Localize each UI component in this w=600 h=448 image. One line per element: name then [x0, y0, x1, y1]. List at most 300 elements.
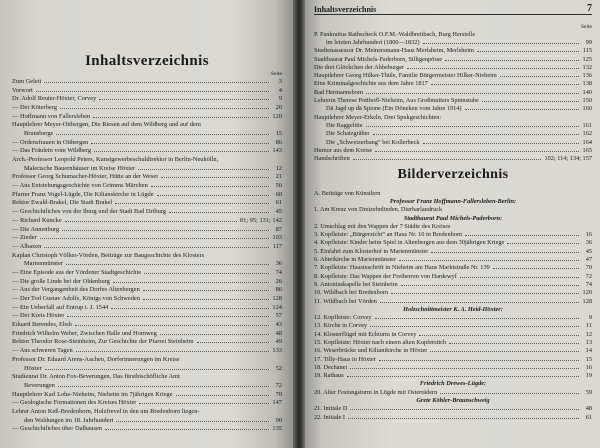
page-number: 120 [272, 112, 282, 120]
dot-leader [419, 335, 579, 336]
toc-line [12, 242, 282, 251]
toc-entry [12, 138, 282, 147]
artist-heading: Holzschnittmeister K. A. Heid-Höxter: [403, 305, 503, 313]
page-number: 21 [275, 173, 282, 181]
page-number: 3 [278, 77, 282, 85]
entry-title: — Zieder [12, 234, 37, 242]
toc-entry [12, 120, 282, 137]
page-number: 15 [585, 355, 592, 363]
page-number: 74 [585, 280, 592, 288]
entry-title: im letzten Jahrhundert (1800—1832) [326, 38, 420, 46]
dot-leader [431, 84, 579, 85]
page-number: 36 [585, 239, 592, 247]
dot-leader [58, 386, 269, 387]
entry-title: — Der Tod Gustav Adolfs, Königs von Schweden [12, 295, 140, 303]
dot-leader [157, 195, 269, 196]
dot-leader [56, 134, 269, 135]
toc-line [12, 312, 282, 321]
toc-line [12, 346, 282, 355]
dot-leader [151, 186, 269, 187]
toc-line [314, 96, 592, 104]
page-number: 16 [585, 231, 592, 239]
dot-leader [370, 326, 579, 327]
page-number: 128 [272, 295, 282, 303]
dot-leader [62, 230, 269, 231]
entry-title: Lehrerin Therese Potthoff-Nieheim, Aus Großmutters Spinnstube [314, 97, 479, 105]
entry-title: Hauptlehrer Meyer-Erkeln, Drei Spukgeschichten: [314, 113, 442, 121]
page-number: 12 [275, 164, 282, 172]
entry-title: Lehrer Anton Keß-Bredenborn, Holzfrevel in den um Bredenborn liegen- [12, 407, 200, 415]
dot-leader [373, 134, 579, 135]
illustration-item [314, 363, 592, 371]
entry-title: Eine Kriminalgeschichte aus dem Jahre 1817 [314, 80, 428, 88]
toc-entry [12, 294, 282, 303]
dot-leader [350, 409, 579, 410]
toc-entry [12, 277, 282, 286]
page-number: 138 [582, 80, 592, 88]
left-page [0, 0, 296, 448]
entry-title: Kaplan Christoph Völker-Vörden, Beiträge zur Baugeschichte des Klosters [12, 251, 205, 259]
dot-leader [93, 117, 269, 118]
page-number: 115 [582, 47, 592, 55]
page-number: 36 [275, 260, 282, 268]
toc-entry [12, 181, 282, 190]
dot-leader [407, 68, 579, 69]
illustration-list [314, 189, 592, 421]
dot-leader [197, 342, 269, 343]
toc-line [314, 130, 592, 138]
page-number: 135 [272, 425, 282, 433]
toc-line [12, 277, 282, 286]
entry-title: Die „Schweizerbang“ bei Kollerbeck [326, 138, 420, 146]
entry-title: Pfarrer Franz Vogel-Lügde, Die Kilianskirche in Lügde [12, 190, 154, 198]
illustration-item [314, 388, 592, 396]
toc-line [12, 303, 282, 312]
toc-entry [12, 390, 282, 399]
entry-title: — Hoffmann von Fallersleben [12, 112, 91, 120]
entry-title: Handschriften [314, 155, 350, 163]
page-number: 117 [272, 242, 282, 250]
page-number: 60 [275, 190, 282, 198]
illustration-item [314, 230, 592, 238]
page-number: 70 [275, 390, 282, 398]
entry-title: — Richard Kuncke [12, 216, 62, 224]
illustration-title: 10. Wildbach bei Bredenborn [314, 289, 389, 297]
page-column-label: Seite [271, 71, 282, 77]
entry-title: Die drei Glöckchen der Abbeburger [314, 63, 405, 71]
toc-line [314, 71, 592, 79]
toc-line [12, 286, 282, 295]
dot-leader [169, 212, 269, 213]
illustration-item [314, 355, 592, 363]
dot-leader [144, 273, 269, 274]
dot-leader [36, 91, 269, 92]
illustration-title: 2. Umschlag mit den Wappen der 7 Städte des Kreises [314, 222, 451, 230]
page-number: 128 [582, 297, 592, 305]
entry-title: Höxter [24, 364, 42, 372]
dot-leader [445, 60, 579, 61]
dot-leader [65, 221, 237, 222]
dot-leader [401, 285, 579, 286]
toc-entry [314, 63, 592, 71]
illustration-title: 9. Antoniuskapelle bei Steinheim [314, 280, 398, 288]
toc-line [12, 329, 282, 338]
dot-leader [99, 99, 269, 100]
illustration-title: 3. Kopfleiste: „Bürgerzicht“ an Haus Nr. 10 in Bredenborn [314, 231, 463, 239]
entry-title: Hauptlehrer Meyer-Ottbergen, Die Riesen auf dem Wildberg und auf dem [12, 121, 201, 129]
toc-line [12, 251, 282, 260]
page-number: 74 [275, 268, 282, 276]
dot-leader [482, 101, 579, 102]
toc-entry [314, 47, 592, 55]
entry-title: Arch.-Professor Leopold Peters, Kunstgewerbeschuldirektor in Berlin-Neukölln, [12, 156, 219, 164]
entry-title: Rektor Ewald-Brakel, Die Stadt Brakel [12, 199, 113, 207]
entry-title: Rektor Theodor Rose-Steinheim, Zur Geschichte der Pfarrei Steinheim [12, 338, 194, 346]
page-number: 61 [585, 413, 592, 421]
entry-title: — Geschichtliches über Dalhausen [12, 425, 102, 433]
illustration-title: 19. Rathaus [314, 372, 344, 380]
toc-entry [12, 233, 282, 242]
illustration-item [314, 264, 592, 272]
illustration-item [314, 347, 592, 355]
entry-title: Bad Hermannsborn [314, 88, 364, 96]
toc-entry [314, 80, 592, 88]
entry-title: den Waldungen im 18. Jahrhundert [24, 416, 114, 424]
dot-leader [139, 403, 269, 404]
toc-line [314, 154, 592, 162]
dot-leader [67, 316, 269, 317]
dot-leader [111, 308, 269, 309]
running-header [314, 3, 592, 15]
page-number: 11 [585, 322, 592, 330]
dot-leader [161, 177, 269, 178]
right-page [305, 0, 600, 448]
toc-entry [314, 121, 592, 129]
illustration-item [314, 239, 592, 247]
dot-leader [91, 143, 269, 144]
entry-title: Malerische Bauernhäuser im Kreise Höxter [24, 164, 136, 172]
toc-line [12, 338, 282, 347]
dot-leader [60, 108, 269, 109]
entry-title: Eduard Berendes, Ebsh [12, 321, 72, 329]
illustration-title: 14. Klosterflügel mit Eckturm in Corvey [314, 330, 417, 338]
toc-line [12, 86, 282, 95]
page-number: 150 [582, 97, 592, 105]
entry-title: — Eine Episode aus der Vördener Stadtgeschichte [12, 268, 142, 276]
dot-leader [391, 293, 579, 294]
entry-title: Die Raggelitte [326, 121, 363, 129]
entry-title: Brunsberge [24, 129, 54, 137]
toc-entry [12, 242, 282, 251]
dot-leader [105, 429, 269, 430]
dot-leader [366, 93, 579, 94]
artist-heading: Friedrich Drewes-Lügde: [419, 380, 487, 388]
illustration-title: 7. Kopfleiste: Hausinschrift in Nieheim am Haus Marktstraße Nr. 139 [314, 264, 490, 272]
entry-title: — Albaxen [12, 242, 42, 250]
illustration-item [314, 322, 592, 330]
toc-entry [12, 320, 282, 329]
dot-leader [366, 126, 579, 127]
toc-line [12, 147, 282, 156]
entry-title: — Der Köterberg [12, 103, 57, 111]
page-number: 102; 114; 134; 157 [544, 155, 592, 163]
page-number: 160 [582, 105, 592, 113]
toc-line [314, 38, 592, 46]
toc-line [314, 47, 592, 55]
illustration-item [314, 372, 592, 380]
dot-leader [399, 260, 579, 261]
artist-heading: Grete Köhler-Braunschweig [416, 397, 490, 405]
page-number: 136 [582, 72, 592, 80]
toc-entry [12, 268, 282, 277]
toc-entry [12, 425, 282, 434]
toc-entry [314, 113, 592, 121]
toc-line [314, 55, 592, 63]
page-number: 48 [585, 405, 592, 413]
page-number: 16 [585, 363, 592, 371]
entry-title: Studienassessor Dr. Meinersmann-Haus Merlsheim, Merlsheim [314, 47, 474, 55]
toc-line [314, 80, 592, 88]
section-heading: A. Beiträge von Künstlern [314, 189, 381, 197]
dot-leader [375, 151, 579, 152]
dot-leader [380, 302, 579, 303]
toc-line [12, 77, 282, 86]
entry-title: Dr. Adolf Reuter-Höxter, Corvey [12, 95, 97, 103]
page-number: 59 [585, 388, 592, 396]
page-number: 14 [585, 347, 592, 355]
toc-line [314, 146, 592, 154]
toc-entry [12, 398, 282, 407]
page-number: 133 [272, 347, 282, 355]
entry-title: — Ordensfrauen in Ottbergen [12, 138, 89, 146]
page-number: 165 [582, 146, 592, 154]
toc-line [12, 390, 282, 399]
toc-entry [12, 173, 282, 182]
dot-leader [176, 395, 269, 396]
dot-leader [66, 264, 269, 265]
illustration-item [314, 413, 592, 421]
page-number: 52 [275, 364, 282, 372]
artist-heading: Stadtbaurat Paul Michels-Paderborn: [403, 214, 503, 222]
dot-leader [143, 299, 269, 300]
page-number: 120 [582, 289, 592, 297]
illustration-title: 6. Abteikirche in Marienmünster [314, 256, 397, 264]
dot-leader [45, 369, 269, 370]
entry-title: — Geschichtliches von der Iburg und der Stadt Bad Driburg [12, 208, 166, 216]
illustration-item [314, 297, 592, 305]
illustration-item [314, 255, 592, 263]
page-number: 45 [275, 208, 282, 216]
illustration-item [314, 247, 592, 255]
illustration-title: 4. Kopfleiste: Kinder beim Spiel in Altenbergen aus dem 30jährigen Kriege [314, 239, 505, 247]
toc-entry [12, 338, 282, 347]
toc-list [12, 77, 282, 433]
toc-line [12, 129, 282, 138]
toc-line [12, 173, 282, 182]
dot-leader [507, 243, 579, 244]
entry-title: — Die große Linde bei der Oldenburg [12, 277, 110, 285]
entry-title: Zum Geleit [12, 77, 42, 85]
toc-entry [12, 355, 282, 372]
toc-entry [12, 112, 282, 121]
page-number: 140 [582, 88, 592, 96]
entry-title: — Aus schweren Tagen [12, 347, 73, 355]
page-number: 86 [275, 138, 282, 146]
dot-leader [449, 343, 579, 344]
illustration-item [314, 280, 592, 288]
illustration-title: 20. Alter Festungsturm in Lügde mit Osterrädern [314, 388, 438, 396]
page-number: 72 [275, 381, 282, 389]
dot-leader [44, 82, 269, 83]
toc-line [12, 381, 282, 390]
page-number: 43 [275, 321, 282, 329]
toc-entry [12, 407, 282, 424]
illustration-title: 22. Initiale I [314, 413, 345, 421]
dot-leader [375, 318, 579, 319]
toc-line [12, 355, 282, 364]
page-number: 50 [275, 182, 282, 190]
page-number: 70 [585, 264, 592, 272]
toc-entry [12, 155, 282, 172]
toc-line [12, 268, 282, 277]
page-number: 26 [275, 277, 282, 285]
entry-title: — Aus der Vergangenheit des Dorfes Altenbergen [12, 286, 140, 294]
illustration-item [314, 338, 592, 346]
toc-line [12, 398, 282, 407]
page-title: Inhaltsverzeichnis [85, 53, 209, 69]
toc-line [314, 121, 592, 129]
dot-leader [347, 376, 579, 377]
section-title-illustrations: Bilderverzeichnis [397, 167, 509, 182]
toc-entry [314, 71, 592, 79]
toc-line [12, 233, 282, 242]
running-header-title: Inhaltsverzeichnis [314, 5, 377, 14]
toc-entry [12, 86, 282, 95]
toc-line [12, 207, 282, 216]
entry-title: Hauptlehrer Karl Lohe-Nieheim, Nieheim im 7jährigen Kriege [12, 390, 173, 398]
dot-leader [160, 334, 269, 335]
entry-title: — Ein Ueberfall auf Entrup i. J. 1544 [12, 303, 109, 311]
toc-entry [12, 286, 282, 295]
illustration-title: 13. Kirche in Corvey [314, 322, 368, 330]
toc-line [12, 94, 282, 103]
dot-leader [76, 351, 269, 352]
entry-title: Professor Georg Schumacher-Höxter, Hütte an der Weser [12, 173, 159, 181]
toc-line [12, 181, 282, 190]
dot-leader [350, 368, 579, 369]
toc-entry [12, 346, 282, 355]
toc-entry [12, 94, 282, 103]
toc-line [12, 120, 282, 129]
page-number: 87 [275, 225, 282, 233]
dot-leader [44, 247, 269, 248]
toc-entry [314, 138, 592, 146]
toc-entry [314, 130, 592, 138]
toc-entry [12, 225, 282, 234]
illustration-title: 11. Wildbach bei Vörden [314, 297, 377, 305]
dot-leader [348, 418, 579, 419]
illustration-item [314, 330, 592, 338]
dot-leader [379, 360, 579, 361]
toc-line [12, 112, 282, 121]
illustration-title: 21. Initiale D [314, 405, 348, 413]
toc-line [12, 416, 282, 425]
page-number: 20 [275, 103, 282, 111]
toc-line [12, 294, 282, 303]
page-column-label: Seite [581, 24, 592, 30]
toc-line [314, 88, 592, 96]
page-number: 162 [582, 130, 592, 138]
toc-line [12, 138, 282, 147]
illustration-item [314, 313, 592, 321]
toc-line [12, 225, 282, 234]
toc-entry [314, 55, 592, 63]
dot-leader [493, 268, 579, 269]
toc-line [314, 30, 592, 38]
entry-title: Die Schatzgräber [326, 130, 370, 138]
page-number: 4 [278, 86, 282, 94]
dot-leader [431, 252, 579, 253]
illustration-item [314, 222, 592, 230]
page-number: 15 [275, 129, 282, 137]
toc-entry [12, 312, 282, 321]
toc-entry [314, 30, 592, 47]
illustration-item [314, 289, 592, 297]
page-number: 61 [275, 199, 282, 207]
page-number: 99 [585, 38, 592, 46]
toc-line [12, 407, 282, 416]
entry-title: Hauptlehrer Georg Hilker-Thüle, Familie Bürgermeister Hilker-Nieheim [314, 72, 497, 80]
dot-leader [115, 203, 269, 204]
toc-line [12, 164, 282, 173]
toc-line [12, 199, 282, 208]
illustration-title: 12. Kopfleiste: Corvey [314, 314, 372, 322]
page-number: 143 [272, 147, 282, 155]
dot-leader [94, 151, 269, 152]
entry-title: Friedrich Wilhelm Weber, Zwischen Halle und Hornweg [12, 329, 157, 337]
page-number: 48 [275, 329, 282, 337]
dot-leader [116, 421, 269, 422]
toc-entry [12, 303, 282, 312]
toc-entry [12, 216, 282, 225]
page-number: 47 [585, 256, 592, 264]
toc-line [12, 364, 282, 373]
toc-entry [12, 77, 282, 86]
page-number: 12 [585, 330, 592, 338]
entry-title: P. Pankratius Rathscheck O.F.M.-Waldbreitbach, Burg Herstelle [314, 30, 476, 38]
dot-leader [460, 277, 579, 278]
toc-entry [12, 190, 282, 199]
page-number: 103 [272, 234, 282, 242]
toc-entry [12, 372, 282, 389]
toc-line [12, 103, 282, 112]
entry-title: Stadtbaurat Paul Michels-Paderborn, Silligenpösse [314, 55, 443, 63]
toc-line [12, 259, 282, 268]
dot-leader [138, 169, 269, 170]
page-number: 81; 95; 131; 142 [239, 216, 282, 224]
page-number: 13 [585, 338, 592, 346]
entry-title: — Das Fräulein vom Wildberg [12, 147, 92, 155]
page-number: 57 [275, 312, 282, 320]
toc-line [12, 372, 282, 381]
page-number: 49 [275, 338, 282, 346]
entry-title: — Der Kreis Höxter [12, 312, 65, 320]
toc-entry [314, 154, 592, 162]
toc-line [12, 155, 282, 164]
page-number: 19 [585, 372, 592, 380]
entry-title: Studienrat Dr. Anton Fox-Beverungen, Das fürstbischöfliche Amt [12, 373, 180, 381]
dot-leader [40, 238, 269, 239]
